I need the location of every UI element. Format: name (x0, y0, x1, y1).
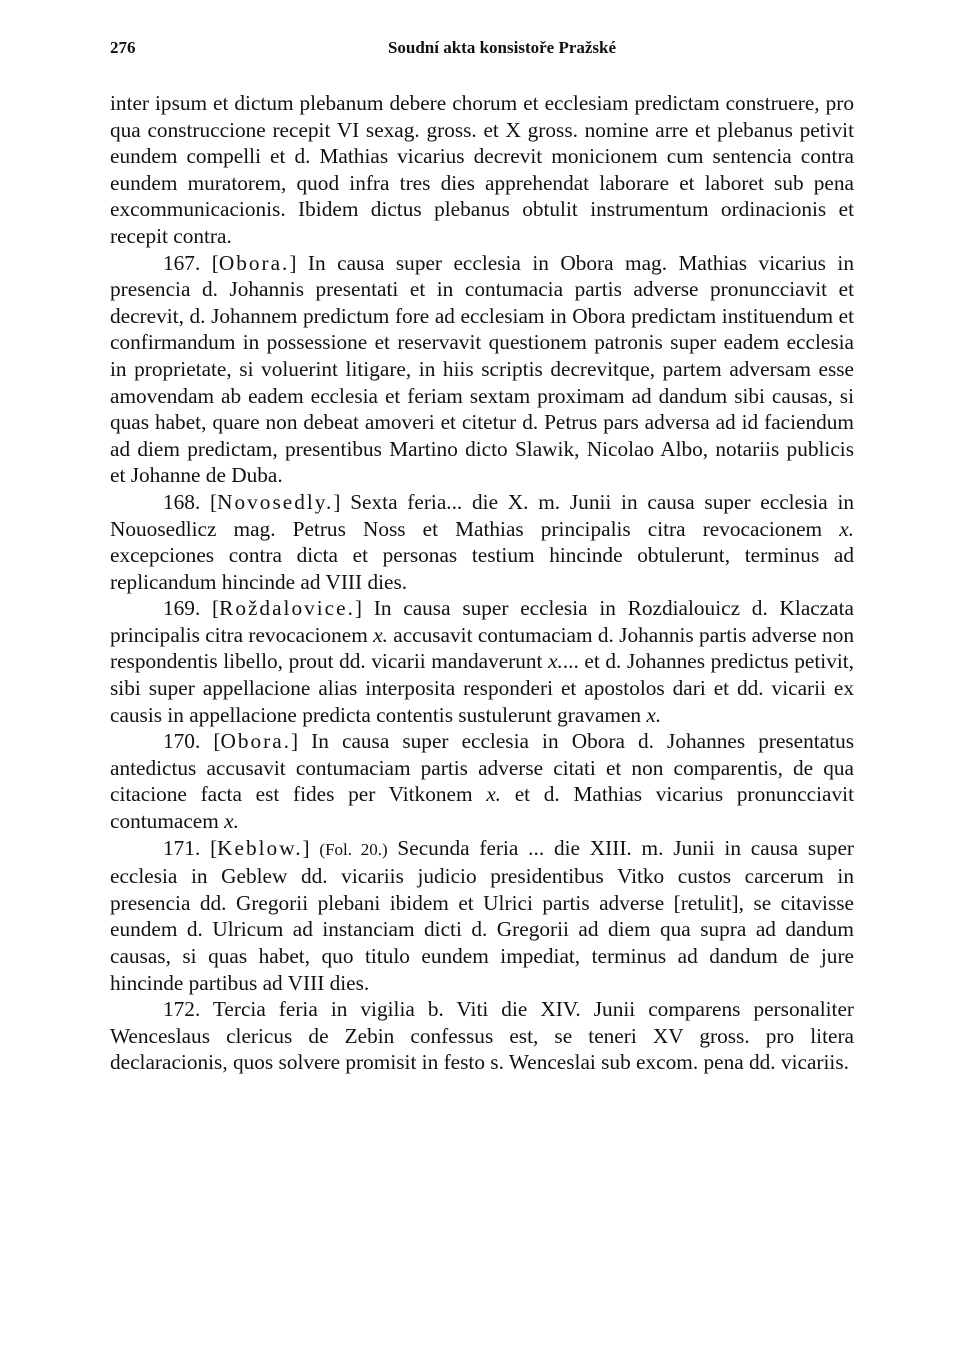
paragraph (110, 728, 854, 834)
text-run: 170. [ (163, 729, 221, 754)
text-run: 171. [ (163, 835, 218, 860)
abbreviation-mark: x. (839, 516, 854, 541)
place-name: Novosedly. (217, 489, 334, 514)
text-run: inter ipsum et dictum plebanum debere chorum et ecclesiam predictam construere, pro qua construccione recepit VI sexag. gross. et X gross. nomine arre et plebanus petivit eundem compelli et d. Mathias vicarius decrevit monicionem cum sentencia contra eundem muratorem, quod infra tres dies apprehendat laborare et laboret sub pena excommunicacionis. Ibidem dictus plebanus obtulit instrumentum ordinacionis et recepit contra. (110, 91, 854, 248)
abbreviation-mark: x. (548, 649, 563, 674)
page-header (110, 38, 854, 62)
paragraph (110, 595, 854, 728)
text-run: ] (302, 835, 320, 860)
text-run: ] In causa super ecclesia in Rozdialouicz d. Klaczata principalis citra revocacionem (110, 596, 855, 647)
text-run: ] In causa super ecclesia in Obora mag. Mathias vicarius in presencia d. Johannis presentati et in contumacia partis adverse pronuncciavit et decrevit, d. Johannem predictum fore ad ecclesiam in Obora predictam instituendum et confirmandum in possessione et reservavit questionem patronis super eadem ecclesia in proprietate, si voluerint litigare, in hiis scriptis decrevitque, partem adversam esse amovendam ab eadem ecclesia et feriam sextam proximam ad dandum sibi causas, si quas habet, quare non debeat amoveri et citetur d. Petrus pars adversa ad id faciendum ad diem predictam, presentibus Martino dicto Slawik, Nicolao Albo, notariis publicis et Johanne de Duba. (110, 250, 854, 488)
place-name: Obora. (220, 729, 291, 754)
paragraph (110, 996, 854, 1076)
text-run: ] Sexta feria... die X. m. Junii in causa super ecclesia in Nouosedlicz mag. Petrus Noss et Mathias principalis citra revocacionem (110, 489, 855, 541)
text-run: accusavit contumaciam d. Johannis partis adverse non respondentis libello, prout dd. vicarii mandaverunt (110, 622, 854, 674)
running-title: Soudní akta konsistoře Pražské (387, 38, 617, 57)
paragraph (110, 90, 854, 250)
place-name: Obora. (218, 250, 290, 275)
page-number: 276 (110, 38, 136, 57)
text-run: et d. Mathias vicarius pronuncciavit contumacem (110, 782, 854, 834)
abbreviation-mark: x. (224, 809, 239, 834)
place-name: Keblow. (217, 835, 303, 860)
text-run: 172. Tercia feria in vigilia b. Viti die XIV. Junii comparens personaliter Wenceslaus clericus de Zebin confessus est, se teneri XV gross. pro litera declaracionis, quos solvere promisit in festo s. Wenceslai sub excom. pena dd. vicariis. (110, 997, 854, 1075)
text-run: ] In causa super ecclesia in Obora d. Johannes presentatus antedictus accusavit contumaciam partis adverse citati et non comparentis, de qua citacione facta est fides per Vitkonem (110, 729, 855, 807)
text-run: ... et d. Johannes predictus petivit, sibi super appellacione alias interposita responderi et apostolos dari et dd. vicarii ex causis in appellacione predicta contentis sustulerunt gravamen (110, 649, 854, 727)
paragraph (110, 489, 854, 595)
text-run: 167. [ (163, 250, 219, 275)
place-name: Roždalovice. (219, 596, 355, 621)
text-run: 169. [ (163, 596, 220, 621)
text-run: Secunda feria ... die XIII. m. Junii in causa super ecclesia in Geblew dd. vicariis judicio presidentibus Vitko custos carcerum in presencia dd. Gregorii plebani ibidem et Ulrici partis adverse [retulit], se citavisse eundem d. Ulricum ad instanciam dicti d. Gregorii ad diem qua supra ad dandum causas, si quas habet, quo titulo eundem impediat, terminus ad dandum de jure hincinde partibus ad VIII dies. (110, 835, 854, 995)
body-text (110, 90, 854, 1076)
abbreviation-mark: x. (373, 622, 388, 647)
text-run: excepciones contra dicta et personas testium hincinde obtulerunt, terminus ad replicandum hincinde ad VIII dies. (110, 543, 854, 594)
abbreviation-mark: x. (646, 702, 662, 727)
paragraph (110, 250, 854, 489)
paragraph (110, 835, 854, 997)
folio-marker: (Fol. 20.) (319, 839, 388, 859)
text-run: 168. [ (163, 489, 218, 514)
abbreviation-mark: x. (486, 782, 501, 807)
